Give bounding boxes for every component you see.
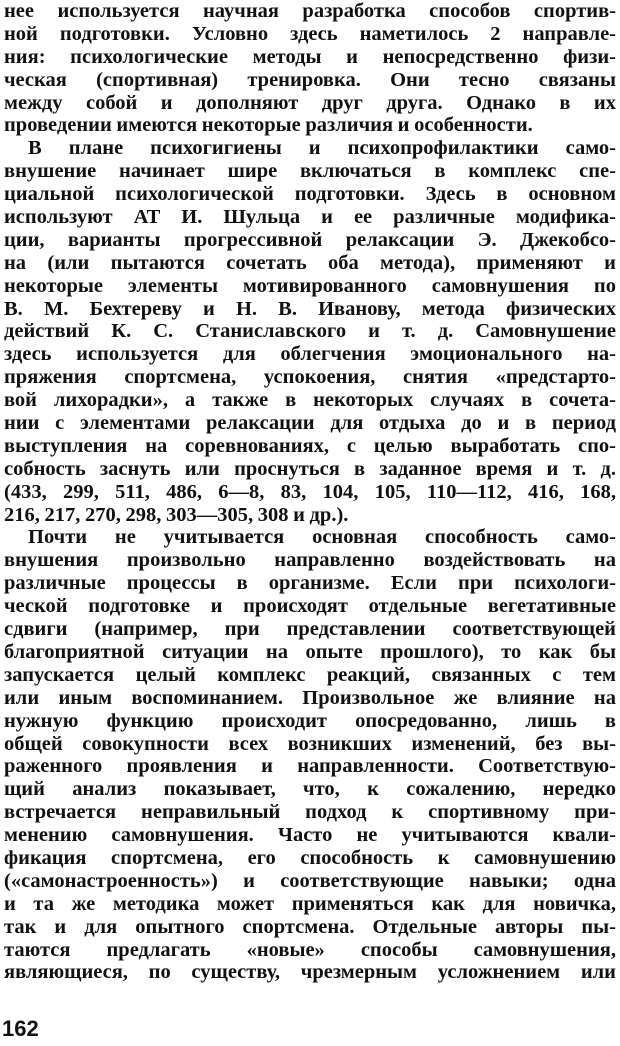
text-line: Почти не учитывается основная способность само-	[28, 526, 616, 549]
text-line: общей совокупности всех возникших изменений, без вы-	[4, 732, 616, 755]
text-line: (433, 299, 511, 486, 6—8, 83, 104, 105, 110—112, 416, 168,	[4, 480, 616, 503]
text-line: вой лихорадки», а также в некоторых случаях в сочета-	[4, 389, 616, 412]
text-line: менению самовнушения. Часто не учитываются квали-	[4, 824, 616, 847]
text-line: и та же методика может применяться как для новичка,	[4, 892, 616, 915]
text-line: благоприятной ситуации на опыте прошлого), то как бы	[4, 640, 616, 663]
text-line: В плане психогигиены и психопрофилактики само-	[28, 137, 616, 160]
text-line: пряжения спортсмена, успокоения, снятия «предстарто-	[4, 366, 616, 389]
text-line: используют АТ И. Шульца и ее различные модифика-	[4, 206, 616, 229]
text-line: различные процессы в организме. Если при психологи-	[4, 572, 616, 595]
text-line: или иным воспоминанием. Произвольное же влияние на	[4, 686, 616, 709]
text-line: фикация спортсмена, его способность к самовнушению	[4, 846, 616, 869]
text-line: 216, 217, 270, 298, 303—305, 308 и др.).	[4, 503, 349, 526]
text-line: щий анализ показывает, что, к сожалению, нередко	[4, 778, 616, 801]
text-line: внушение начинает шире включаться в комплекс спе-	[4, 160, 616, 183]
text-line: между собой и дополняют друг друга. Однако в их	[4, 91, 616, 114]
text-line: В. М. Бехтереву и Н. В. Иванову, метода физических	[4, 297, 616, 320]
text-line: нужную функцию происходит опосредованно, лишь в	[4, 709, 616, 732]
text-line: выступления на соревнованиях, с целью выработать спо-	[4, 434, 616, 457]
text-line: собность заснуть или проснуться в заданное время и т. д.	[4, 457, 616, 480]
text-line: некоторые элементы мотивированного самовнушения по	[4, 274, 616, 297]
text-line: ной подготовки. Условно здесь наметилось 2 направле-	[4, 22, 616, 45]
text-line: раженного проявления и направленности. Соответствую-	[4, 755, 616, 778]
text-line: таются предлагать «новые» способы самовнушения,	[4, 938, 616, 961]
text-line: встречается неправильный подход к спортивному при-	[4, 801, 616, 824]
text-line: нее используется научная разработка способов спортив-	[4, 0, 616, 22]
text-line: здесь используется для облегчения эмоционального на-	[4, 343, 616, 366]
text-line: запускается целый комплекс реакций, связанных с тем	[4, 663, 616, 686]
text-line: ния: психологические методы и непосредственно физи-	[4, 45, 616, 68]
text-line: сдвиги (например, при представлении соответствующей	[4, 618, 616, 641]
text-line: внушения произвольно направленно воздействовать на	[4, 549, 616, 572]
text-line: нии с элементами релаксации для отдыха до и в период	[4, 412, 616, 435]
text-line: действий К. С. Станиславского и т. д. Самовнушение	[4, 320, 616, 343]
text-line: ческой подготовке и происходят отдельные вегетативные	[4, 595, 616, 618]
text-line: циальной психологической подготовки. Здесь в основном	[4, 183, 616, 206]
text-line: («самонастроенность») и соответствующие навыки; одна	[4, 869, 616, 892]
text-line: являющиеся, по существу, чрезмерным усложнением или	[4, 961, 616, 984]
page-body-text	[4, 0, 616, 984]
text-line: проведении имеются некоторые различия и особенности.	[4, 114, 533, 137]
text-line: так и для опытного спортсмена. Отдельные авторы пы-	[4, 915, 616, 938]
text-line: ции, варианты прогрессивной релаксации Э. Джекобсо-	[4, 228, 616, 251]
text-line: на (или пытаются сочетать оба метода), применяют и	[4, 251, 616, 274]
text-line: ческая (спортивная) тренировка. Они тесно связаны	[4, 68, 616, 91]
page-number: 162	[2, 1016, 39, 1041]
